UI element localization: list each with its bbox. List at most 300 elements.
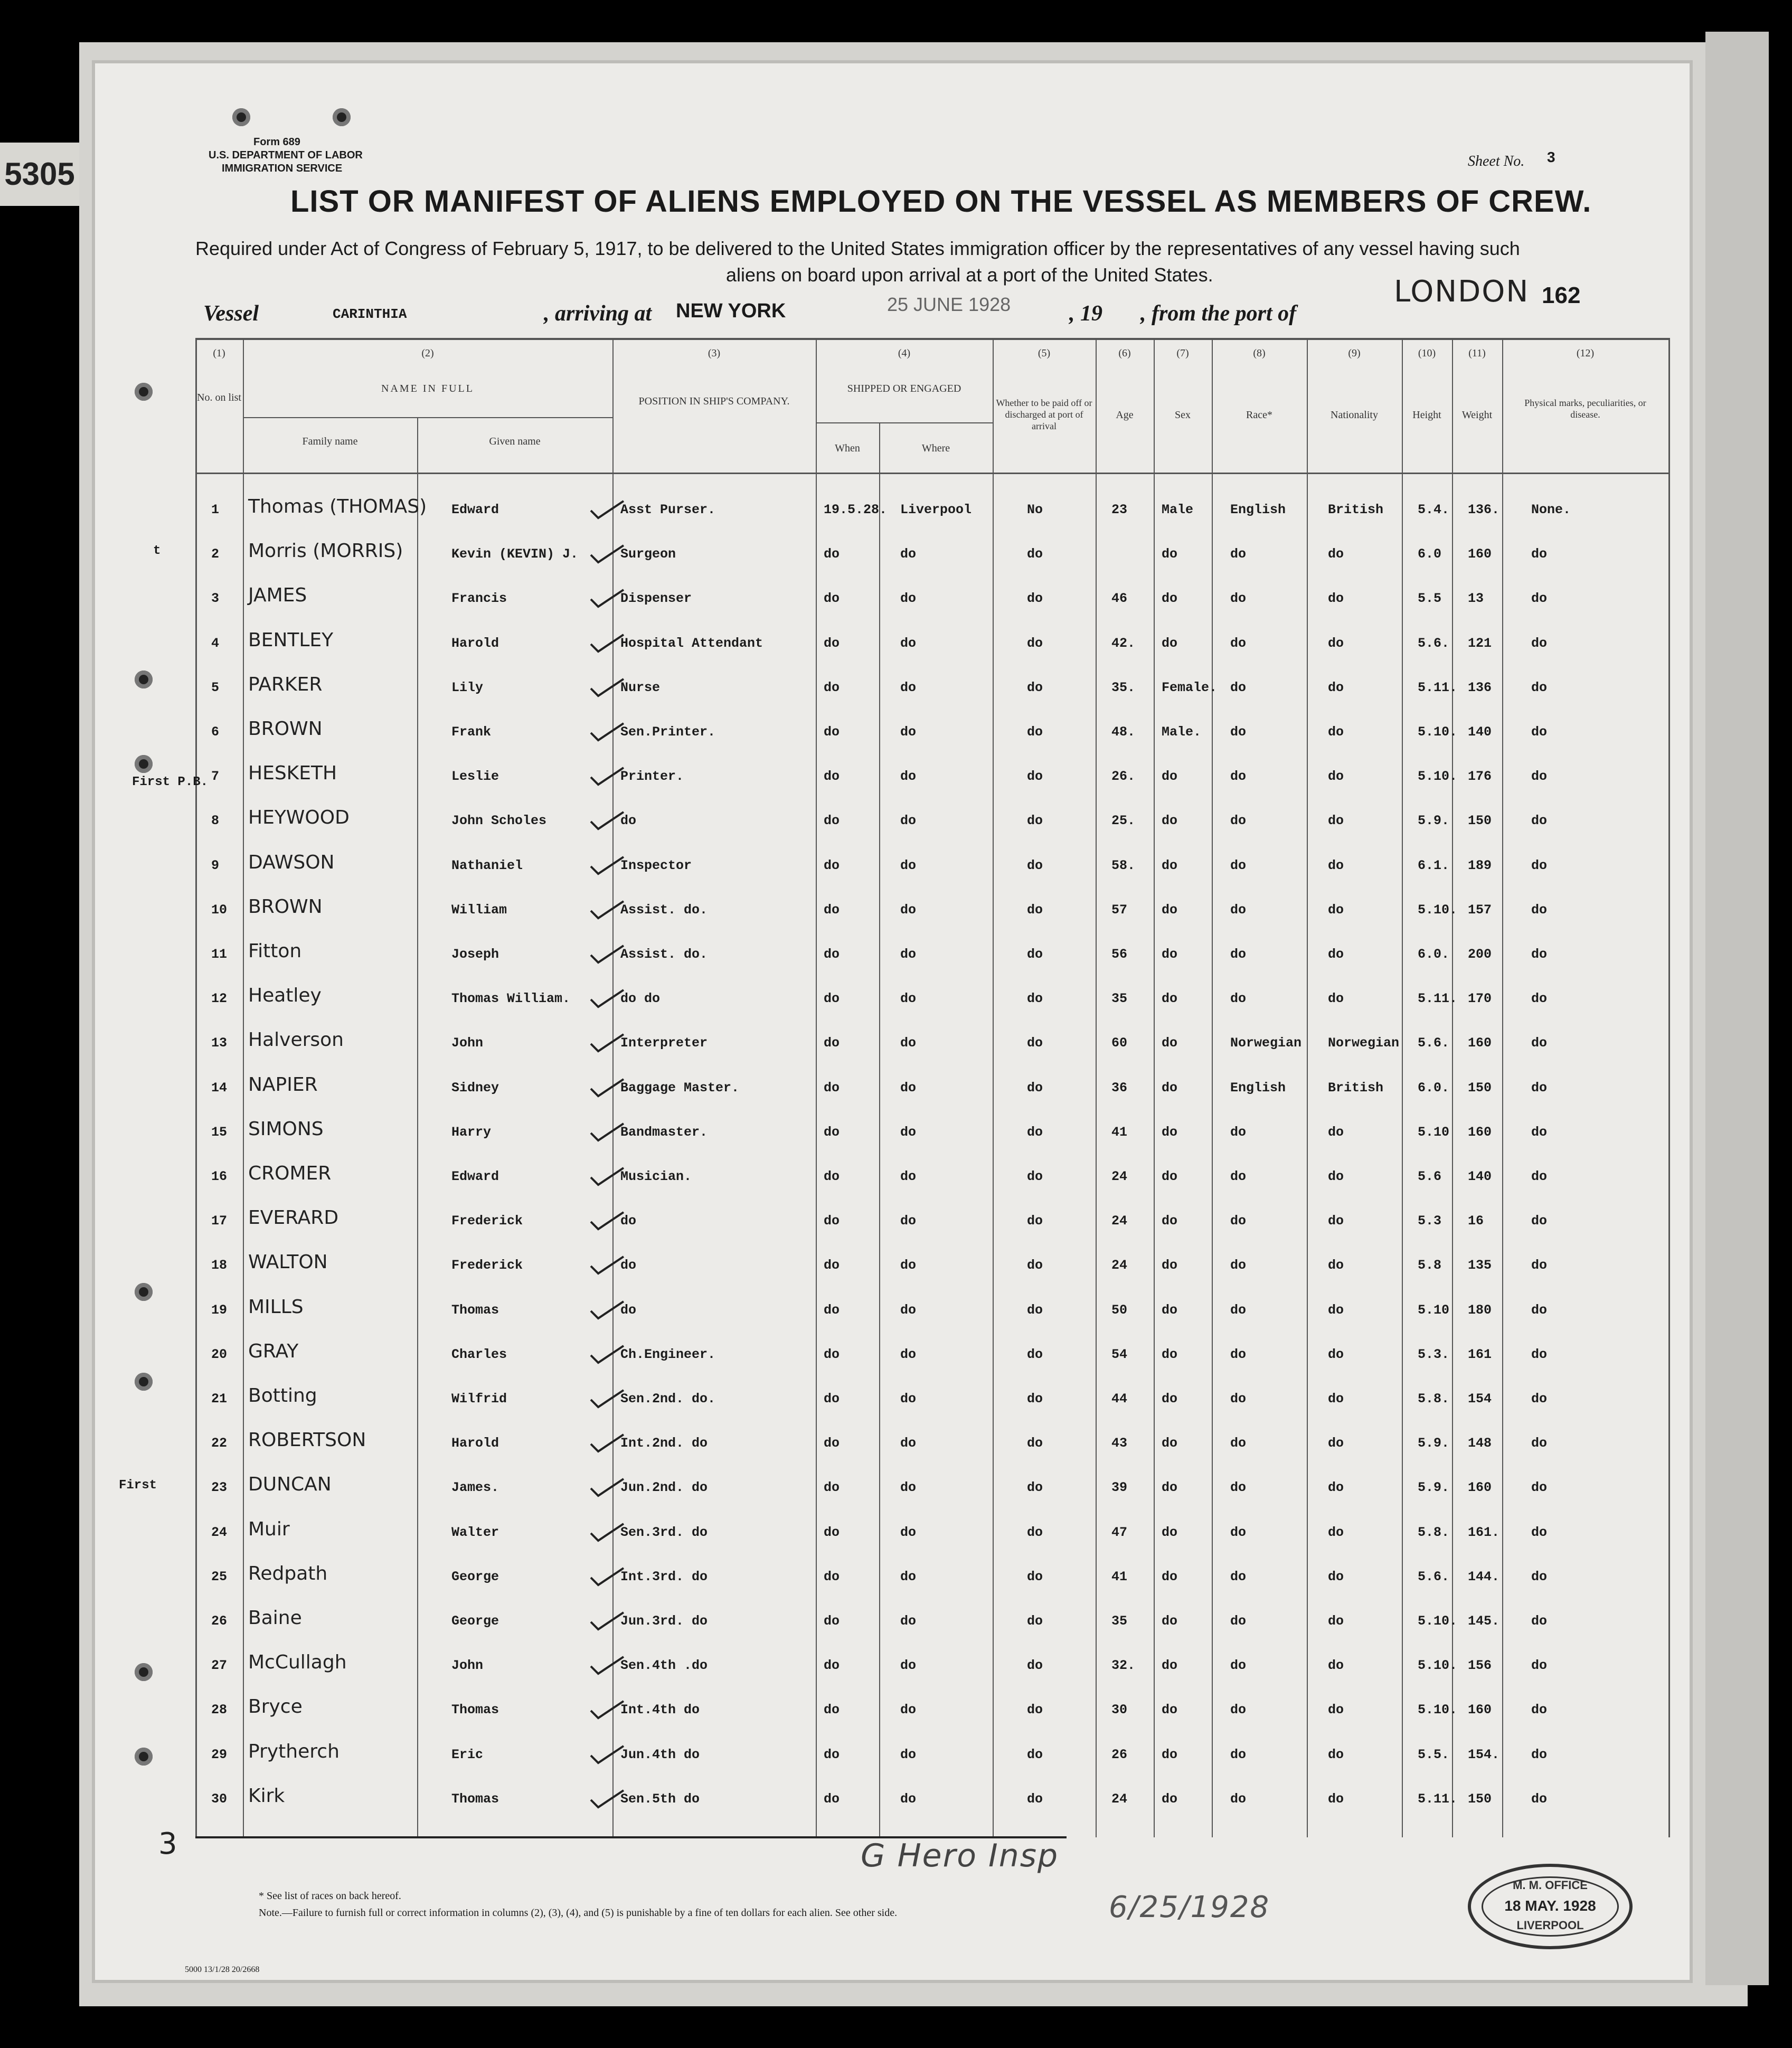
sex: do <box>1162 1302 1178 1318</box>
family-name: McCullagh <box>248 1651 347 1674</box>
position: Interpreter <box>620 1035 708 1051</box>
col-height: Height <box>1412 409 1441 421</box>
sex: do <box>1162 1080 1178 1096</box>
sex: do <box>1162 1658 1178 1674</box>
physical-marks: do <box>1531 947 1548 962</box>
age: 24 <box>1111 1258 1128 1273</box>
shipped-where: do <box>900 635 917 651</box>
sex: do <box>1162 1346 1178 1362</box>
family-name: DUNCAN <box>248 1474 332 1496</box>
weight: 200 <box>1468 947 1492 962</box>
given-name: Harry <box>451 1124 492 1140</box>
nationality: do <box>1328 991 1344 1007</box>
family-name: Morris (MORRIS) <box>248 540 403 562</box>
race: do <box>1230 1747 1247 1762</box>
shipped-where: do <box>900 724 917 740</box>
race: Norwegian <box>1230 1035 1302 1051</box>
sex: do <box>1162 1124 1178 1140</box>
row-number: 23 <box>211 1480 228 1496</box>
family-name: Thomas (THOMAS) <box>248 496 427 517</box>
physical-marks: do <box>1531 1124 1548 1140</box>
position: do <box>620 1213 637 1229</box>
check-mark-icon <box>589 1610 626 1631</box>
height: 6.1. <box>1418 857 1450 873</box>
height: 5.3. <box>1418 1346 1450 1362</box>
row-number: 11 <box>211 947 228 962</box>
given-name: Charles <box>451 1346 507 1362</box>
sex: do <box>1162 591 1178 607</box>
weight: 161 <box>1468 1346 1492 1362</box>
sex: do <box>1162 991 1178 1007</box>
table-row <box>0 1740 1792 1786</box>
margin-note: First <box>119 1478 157 1493</box>
signature-date: 6/25/1928 <box>1109 1890 1270 1924</box>
table-row <box>0 1029 1792 1074</box>
height: 5.10. <box>1418 769 1458 785</box>
shipped-when: do <box>824 1569 840 1584</box>
height: 5.8 <box>1418 1258 1442 1273</box>
physical-marks: do <box>1531 1302 1548 1318</box>
row-number: 17 <box>211 1213 228 1229</box>
paid-off: do <box>1027 1302 1043 1318</box>
height: 5.3 <box>1418 1213 1442 1229</box>
given-name: John Scholes <box>451 813 547 829</box>
table-row <box>0 940 1792 986</box>
col-position: POSITION IN SHIP'S COMPANY. <box>638 395 790 407</box>
given-name: Kevin (KEVIN) J. <box>451 546 579 562</box>
given-name: Thomas <box>451 1791 499 1807</box>
table-row <box>0 1207 1792 1252</box>
family-name: MILLS <box>248 1296 304 1318</box>
col-nationality: Nationality <box>1331 409 1378 421</box>
shipped-when: do <box>824 902 840 918</box>
height: 5.9. <box>1418 1480 1450 1496</box>
age: 46 <box>1111 591 1128 607</box>
shipped-where: do <box>900 1747 917 1762</box>
age: 24 <box>1111 1791 1128 1807</box>
weight: 160 <box>1468 1035 1492 1051</box>
position: Jun.2nd. do <box>620 1480 708 1496</box>
sex: do <box>1162 1613 1178 1629</box>
race: do <box>1230 1613 1247 1629</box>
physical-marks: do <box>1531 635 1548 651</box>
shipped-when: do <box>824 1391 840 1407</box>
family-name: EVERARD <box>248 1207 339 1229</box>
nationality: do <box>1328 902 1344 918</box>
physical-marks: do <box>1531 1169 1548 1184</box>
shipped-where: Liverpool <box>900 502 972 517</box>
height: 5.8. <box>1418 1524 1450 1540</box>
race: do <box>1230 591 1247 607</box>
col-num-8: (8) <box>1253 347 1266 359</box>
position: Asst Purser. <box>620 502 716 517</box>
shipped-when: do <box>824 1169 840 1184</box>
sex: do <box>1162 1524 1178 1540</box>
shipped-where: do <box>900 591 917 607</box>
given-name: Thomas William. <box>451 991 571 1007</box>
position: Baggage Master. <box>620 1080 740 1096</box>
paid-off: do <box>1027 724 1043 740</box>
paid-off: do <box>1027 1747 1043 1762</box>
nationality: do <box>1328 1302 1344 1318</box>
col-num-1: (1) <box>213 347 225 359</box>
family-name: Heatley <box>248 985 322 1007</box>
shipped-when: do <box>824 1613 840 1629</box>
shipped-where: do <box>900 1436 917 1451</box>
nationality: do <box>1328 947 1344 962</box>
age: 54 <box>1111 1346 1128 1362</box>
col-num-2: (2) <box>421 347 434 359</box>
row-number: 9 <box>211 857 220 873</box>
age: 26 <box>1111 1747 1128 1762</box>
race: do <box>1230 991 1247 1007</box>
sex: do <box>1162 1391 1178 1407</box>
sex: do <box>1162 546 1178 562</box>
shipped-when: do <box>824 1213 840 1229</box>
race: do <box>1230 1213 1247 1229</box>
race: do <box>1230 546 1247 562</box>
age: 47 <box>1111 1524 1128 1540</box>
family-name: Redpath <box>248 1562 328 1584</box>
sex: do <box>1162 1702 1178 1718</box>
stamp-office: M. M. OFFICE <box>1513 1879 1588 1892</box>
age: 39 <box>1111 1480 1128 1496</box>
paid-off: do <box>1027 1080 1043 1096</box>
shipped-when: do <box>824 1346 840 1362</box>
table-row <box>0 1518 1792 1564</box>
nationality: British <box>1328 502 1384 517</box>
check-mark-icon <box>589 1299 626 1320</box>
vessel-name: CARINTHIA <box>333 306 407 322</box>
paid-off: do <box>1027 1791 1043 1807</box>
paid-off: do <box>1027 857 1043 873</box>
table-row <box>0 1474 1792 1519</box>
weight: 180 <box>1468 1302 1492 1318</box>
nationality: Norwegian <box>1328 1035 1400 1051</box>
weight: 160 <box>1468 1480 1492 1496</box>
weight: 170 <box>1468 991 1492 1007</box>
nationality: do <box>1328 724 1344 740</box>
physical-marks: do <box>1531 591 1548 607</box>
age: 26. <box>1111 769 1136 785</box>
physical-marks: do <box>1531 1035 1548 1051</box>
weight: 189 <box>1468 857 1492 873</box>
weight: 154 <box>1468 1391 1492 1407</box>
paid-off: do <box>1027 1346 1043 1362</box>
shipped-when: do <box>824 947 840 962</box>
height: 5.8. <box>1418 1391 1450 1407</box>
physical-marks: do <box>1531 1791 1548 1807</box>
physical-marks: do <box>1531 1613 1548 1629</box>
weight: 160 <box>1468 546 1492 562</box>
shipped-where: do <box>900 769 917 785</box>
race: do <box>1230 902 1247 918</box>
family-name: Kirk <box>248 1785 285 1807</box>
check-mark-icon <box>589 499 626 520</box>
shipped-when: do <box>824 1658 840 1674</box>
manifest-title: LIST OR MANIFEST OF ALIENS EMPLOYED ON THE VESSEL AS MEMBERS OF CREW. <box>290 184 1592 219</box>
weight: 150 <box>1468 813 1492 829</box>
row-number: 18 <box>211 1258 228 1273</box>
family-name: BROWN <box>248 895 323 918</box>
table-row <box>0 1785 1792 1830</box>
nationality: do <box>1328 1124 1344 1140</box>
shipped-where: do <box>900 1613 917 1629</box>
table-row <box>0 629 1792 675</box>
paid-off: do <box>1027 635 1043 651</box>
physical-marks: do <box>1531 1213 1548 1229</box>
race: do <box>1230 1169 1247 1184</box>
race: do <box>1230 1658 1247 1674</box>
paid-off: do <box>1027 1035 1043 1051</box>
family-name: HESKETH <box>248 762 337 785</box>
weight: 121 <box>1468 635 1492 651</box>
sex: do <box>1162 1747 1178 1762</box>
race: do <box>1230 769 1247 785</box>
given-name: Thomas <box>451 1302 499 1318</box>
sex: Male <box>1162 502 1194 517</box>
paid-off: do <box>1027 1169 1043 1184</box>
age: 48. <box>1111 724 1136 740</box>
physical-marks: do <box>1531 1702 1548 1718</box>
race: do <box>1230 679 1247 695</box>
table-row <box>0 1696 1792 1741</box>
shipped-where: do <box>900 991 917 1007</box>
table-row <box>0 540 1792 586</box>
check-mark-icon <box>589 633 626 654</box>
nationality: do <box>1328 679 1344 695</box>
paid-off: do <box>1027 1391 1043 1407</box>
nationality: do <box>1328 1524 1344 1540</box>
given-name: Frederick <box>451 1258 523 1273</box>
row-number: 15 <box>211 1124 228 1140</box>
shipped-where: do <box>900 679 917 695</box>
given-name: Wilfrid <box>451 1391 507 1407</box>
age: 25. <box>1111 813 1136 829</box>
table-row <box>0 1562 1792 1608</box>
race: do <box>1230 1302 1247 1318</box>
shipped-when: do <box>824 546 840 562</box>
weight: 160 <box>1468 1702 1492 1718</box>
weight: 150 <box>1468 1080 1492 1096</box>
shipped-where: do <box>900 1035 917 1051</box>
row-number: 21 <box>211 1391 228 1407</box>
age: 57 <box>1111 902 1128 918</box>
name-subrule <box>243 417 612 418</box>
office-stamp <box>1468 1864 1633 1949</box>
physical-marks: do <box>1531 991 1548 1007</box>
given-name: Harold <box>451 1436 499 1451</box>
given-name: Sidney <box>451 1080 499 1096</box>
given-name: Walter <box>451 1524 499 1540</box>
shipped-when: do <box>824 1080 840 1096</box>
shipped-where: do <box>900 1169 917 1184</box>
paid-off: do <box>1027 991 1043 1007</box>
row-number: 25 <box>211 1569 228 1584</box>
table-row <box>0 985 1792 1030</box>
shipped-when: do <box>824 1480 840 1496</box>
sex: do <box>1162 857 1178 873</box>
table-row <box>0 584 1792 630</box>
arrival-date-stamp: 25 JUNE 1928 <box>887 294 1011 315</box>
age: 23 <box>1111 502 1128 517</box>
shipped-where: do <box>900 1524 917 1540</box>
table-row <box>0 1296 1792 1342</box>
paid-off: do <box>1027 947 1043 962</box>
position: Ch.Engineer. <box>620 1346 716 1362</box>
nationality: do <box>1328 591 1344 607</box>
family-name: Prytherch <box>248 1740 339 1762</box>
height: 5.6. <box>1418 1569 1450 1584</box>
col-when: When <box>835 442 860 454</box>
age: 41 <box>1111 1124 1128 1140</box>
weight: 154. <box>1468 1747 1500 1762</box>
shipped-where: do <box>900 1791 917 1807</box>
check-mark-icon <box>589 1788 626 1809</box>
table-row <box>0 1073 1792 1119</box>
check-mark-icon <box>589 1344 626 1365</box>
position: Dispenser <box>620 591 692 607</box>
nationality: do <box>1328 1658 1344 1674</box>
given-name: Frederick <box>451 1213 523 1229</box>
weight: 140 <box>1468 1169 1492 1184</box>
form-number: Form 689 <box>253 136 300 148</box>
race: do <box>1230 1480 1247 1496</box>
weight: 157 <box>1468 902 1492 918</box>
sex: do <box>1162 1258 1178 1273</box>
col-sex: Sex <box>1175 409 1191 421</box>
position: Musician. <box>620 1169 692 1184</box>
family-name: BENTLEY <box>248 629 334 651</box>
check-mark-icon <box>589 543 626 564</box>
nationality: do <box>1328 635 1344 651</box>
race: do <box>1230 1569 1247 1584</box>
row-number: 16 <box>211 1169 228 1184</box>
col-num-10: (10) <box>1418 347 1436 359</box>
nationality: do <box>1328 1747 1344 1762</box>
check-mark-icon <box>589 1522 626 1543</box>
age: 36 <box>1111 1080 1128 1096</box>
penalty-note: Note.—Failure to furnish full or correct information in columns (2), (3), (4), and (5) is punishable by a fine of ten dollars for each alien. See other side. <box>259 1907 898 1919</box>
binder-hole <box>135 383 153 401</box>
sex: do <box>1162 1169 1178 1184</box>
shipped-when: do <box>824 1302 840 1318</box>
paid-off: do <box>1027 591 1043 607</box>
nationality: do <box>1328 1258 1344 1273</box>
row-number: 29 <box>211 1747 228 1762</box>
age: 24 <box>1111 1169 1128 1184</box>
position: Jun.4th do <box>620 1747 700 1762</box>
paid-off: do <box>1027 769 1043 785</box>
shipped-when: do <box>824 1436 840 1451</box>
page-number: 162 <box>1542 282 1581 308</box>
check-mark-icon <box>589 677 626 698</box>
col-name-in-full: NAME IN FULL <box>381 383 474 394</box>
age: 60 <box>1111 1035 1128 1051</box>
race: English <box>1230 1080 1286 1096</box>
family-name: Botting <box>248 1385 317 1407</box>
family-name: ROBERTSON <box>248 1429 366 1451</box>
position: Nurse <box>620 679 661 695</box>
nationality: do <box>1328 1791 1344 1807</box>
shipped-where: do <box>900 1702 917 1718</box>
shipped-when: do <box>824 1524 840 1540</box>
table-row <box>0 718 1792 763</box>
given-name: Thomas <box>451 1702 499 1718</box>
table-row <box>0 1251 1792 1297</box>
shipped-where: do <box>900 1658 917 1674</box>
col-race: Race* <box>1246 409 1272 421</box>
given-name: Harold <box>451 635 499 651</box>
table-row <box>0 496 1792 541</box>
physical-marks: do <box>1531 1258 1548 1273</box>
col-given-name: Given name <box>489 436 541 447</box>
position: Bandmaster. <box>620 1124 708 1140</box>
col-shipped: SHIPPED OR ENGAGED <box>847 383 961 394</box>
physical-marks: do <box>1531 1524 1548 1540</box>
family-name: Muir <box>248 1518 290 1540</box>
physical-marks: do <box>1531 679 1548 695</box>
position: do do <box>620 991 661 1007</box>
col-age: Age <box>1116 409 1134 421</box>
binder-hole <box>232 108 250 126</box>
position: Int.2nd. do <box>620 1436 708 1451</box>
shipped-when: do <box>824 1791 840 1807</box>
height: 5.11. <box>1418 1791 1458 1807</box>
family-name: PARKER <box>248 673 323 695</box>
check-mark-icon <box>589 1388 626 1409</box>
row-number: 13 <box>211 1035 228 1051</box>
physical-marks: do <box>1531 813 1548 829</box>
table-row <box>0 1118 1792 1164</box>
weight: 13 <box>1468 591 1484 607</box>
given-name: James. <box>451 1480 499 1496</box>
given-name: George <box>451 1613 499 1629</box>
height: 6.0. <box>1418 947 1450 962</box>
given-name: Leslie <box>451 769 499 785</box>
age: 41 <box>1111 1569 1128 1584</box>
age: 58. <box>1111 857 1136 873</box>
height: 5.10. <box>1418 902 1458 918</box>
position: Jun.3rd. do <box>620 1613 708 1629</box>
family-name: CROMER <box>248 1163 332 1184</box>
paid-off: do <box>1027 1658 1043 1674</box>
row-number: 28 <box>211 1702 228 1718</box>
position: Int.3rd. do <box>620 1569 708 1584</box>
table-row <box>0 1607 1792 1653</box>
weight: 136. <box>1468 502 1500 517</box>
family-name: Bryce <box>248 1696 303 1718</box>
shipped-when: do <box>824 1258 840 1273</box>
position: Sen.Printer. <box>620 724 716 740</box>
physical-marks: do <box>1531 1480 1548 1496</box>
given-name: Francis <box>451 591 507 607</box>
weight: 161. <box>1468 1524 1500 1540</box>
physical-marks: do <box>1531 1391 1548 1407</box>
row-number: 5 <box>211 679 220 695</box>
check-mark-icon <box>589 1699 626 1720</box>
shipped-where: do <box>900 1391 917 1407</box>
print-code: 5000 13/1/28 20/2668 <box>185 1965 260 1974</box>
row-number: 24 <box>211 1524 228 1540</box>
col-physical: Physical marks, peculiarities, or disease. <box>1524 398 1646 420</box>
race: do <box>1230 857 1247 873</box>
table-row <box>0 1651 1792 1697</box>
weight: 16 <box>1468 1213 1484 1229</box>
row-number: 26 <box>211 1613 228 1629</box>
family-name: HEYWOOD <box>248 807 350 829</box>
age: 42. <box>1111 635 1136 651</box>
